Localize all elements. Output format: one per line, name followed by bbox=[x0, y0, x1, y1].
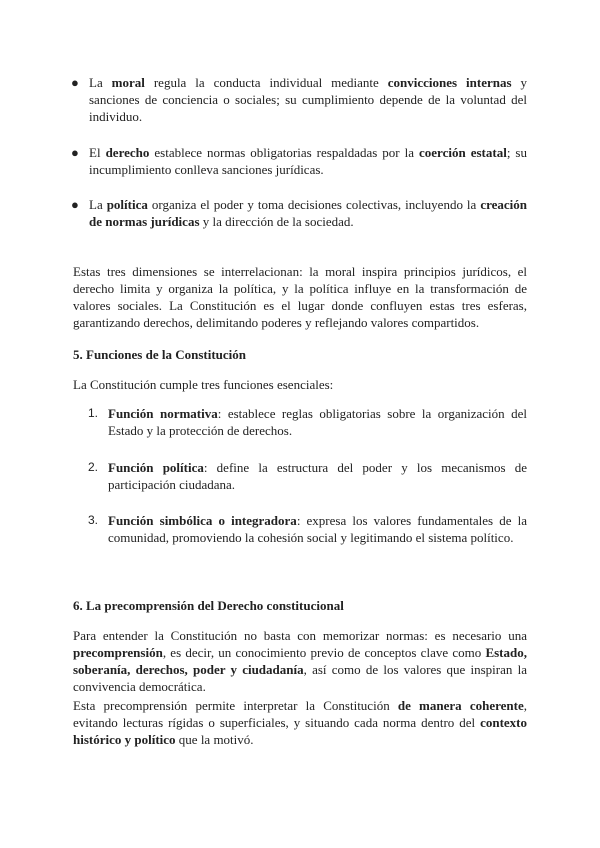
text-run: Esta precomprensión permite interpretar la Constitución bbox=[73, 698, 398, 713]
section-5-intro: La Constitución cumple tres funciones esenciales: bbox=[73, 377, 334, 392]
interrelation-paragraph: Estas tres dimensiones se interrelacionan: la moral inspira principios jurídicos, el derecho limita y organiza la política, y la política influye en la transformación de valores sociales. La Constitución es el lugar donde confluyen estas tres esferas, garantizando derechos, delimitando poderes y reflejando valores compartidos. bbox=[73, 264, 527, 330]
bullet-marker: ● bbox=[71, 145, 79, 160]
function-title: Función política bbox=[108, 460, 204, 475]
bullet-marker: ● bbox=[71, 197, 79, 212]
bold-term: creación de normas jurídicas bbox=[89, 197, 527, 229]
bullet-item-derecho bbox=[71, 144, 527, 178]
section-6-heading: 6. La precomprensión del Derecho constitucional bbox=[73, 598, 344, 613]
list-number: 2. bbox=[88, 460, 99, 474]
text-run: que la motivó. bbox=[175, 732, 254, 747]
text-run: establece normas obligatorias respaldadas por la bbox=[149, 145, 420, 160]
bold-term: contexto histórico y político bbox=[73, 715, 527, 747]
function-title: Función normativa bbox=[108, 406, 218, 421]
bold-term: moral bbox=[111, 75, 145, 90]
bold-term: precomprensión bbox=[73, 645, 163, 660]
text-run: y sanciones de conciencia o sociales; su cumplimiento depende de la voluntad del individuo. bbox=[89, 75, 527, 124]
text-run: y la dirección de la sociedad. bbox=[199, 214, 354, 229]
text-run: La bbox=[89, 75, 112, 90]
bullet-item-politica bbox=[71, 196, 527, 230]
text-run: , es decir, un conocimiento previo de conceptos clave como bbox=[162, 645, 486, 660]
section-6-paragraph-2 bbox=[73, 697, 527, 748]
text-run: organiza el poder y toma decisiones colectivas, incluyendo la bbox=[147, 197, 481, 212]
function-item-normativa bbox=[88, 405, 527, 439]
bold-term: Estado, soberanía, derechos, poder y ciudadanía bbox=[73, 645, 527, 677]
text-run: Para entender la Constitución no basta con memorizar normas: es necesario una bbox=[73, 628, 527, 643]
bold-term: coerción estatal bbox=[419, 145, 507, 160]
text-run: regula la conducta individual mediante bbox=[144, 75, 388, 90]
bold-term: política bbox=[106, 197, 148, 212]
function-title: Función simbólica o integradora bbox=[108, 513, 297, 528]
function-text: : establece reglas obligatorias sobre la organización del Estado y la protección de derechos. bbox=[108, 406, 527, 438]
text-run: La bbox=[89, 197, 107, 212]
function-text: : define la estructura del poder y los mecanismos de participación ciudadana. bbox=[108, 460, 527, 492]
bullet-marker: ● bbox=[71, 75, 79, 90]
section-6-paragraph-1 bbox=[73, 627, 527, 695]
text-run: , así como de los valores que inspiran la convivencia democrática. bbox=[73, 662, 528, 694]
bold-term: de manera coherente bbox=[397, 698, 524, 713]
list-number: 3. bbox=[88, 513, 99, 527]
text-run: , evitando lecturas rígidas o superficiales, y situando cada norma dentro del bbox=[73, 698, 527, 730]
function-item-politica bbox=[88, 459, 527, 493]
bold-term: derecho bbox=[105, 145, 150, 160]
bold-term: convicciones internas bbox=[387, 75, 512, 90]
section-5-heading: 5. Funciones de la Constitución bbox=[73, 347, 246, 362]
text-run: ; su incumplimiento conlleva sanciones jurídicas. bbox=[89, 145, 527, 177]
bullet-item-moral bbox=[71, 74, 527, 125]
list-number: 1. bbox=[88, 406, 99, 420]
function-item-simbolica bbox=[88, 512, 527, 546]
function-text: : expresa los valores fundamentales de la comunidad, promoviendo la cohesión social y legitimando el sistema político. bbox=[108, 513, 527, 545]
text-run: El bbox=[89, 145, 106, 160]
